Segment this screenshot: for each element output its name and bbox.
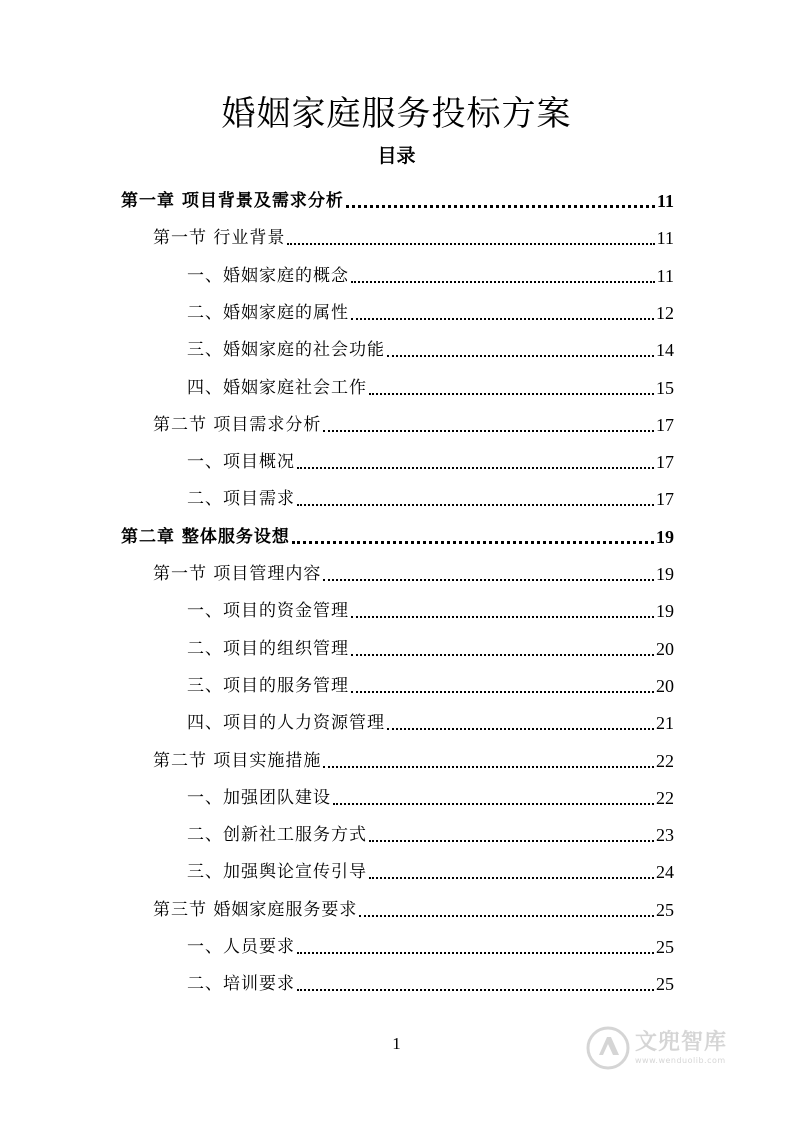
toc-entry[interactable] [187, 706, 674, 734]
toc-leader-dots [287, 243, 654, 245]
toc-entry-label: 二、创新社工服务方式 [187, 825, 367, 845]
toc-entry-page: 22 [656, 788, 674, 808]
toc-entry-page: 21 [656, 713, 674, 733]
toc-entry-label: 二、项目的组织管理 [187, 639, 349, 659]
toc-entry[interactable] [121, 184, 674, 212]
toc-entry-label: 一、加强团队建设 [187, 788, 331, 808]
toc-entry-page: 11 [656, 191, 674, 211]
toc-entry-label: 三、项目的服务管理 [187, 676, 349, 696]
toc-entry[interactable] [153, 893, 674, 921]
toc-entry-label: 一、项目概况 [187, 452, 295, 472]
toc-entry-label: 一、人员要求 [187, 937, 295, 957]
document-title: 婚姻家庭服务投标方案 [221, 94, 572, 134]
toc-entry[interactable] [153, 408, 674, 436]
toc-entry[interactable] [153, 221, 674, 249]
toc-entry[interactable] [187, 371, 674, 399]
toc-leader-dots [333, 803, 654, 805]
toc-leader-dots [297, 504, 654, 506]
toc-leader-dots [297, 952, 654, 954]
toc-leader-dots [369, 840, 654, 842]
toc-entry-page: 19 [656, 564, 674, 584]
toc-entry[interactable] [187, 333, 674, 361]
toc-entry[interactable] [187, 259, 674, 287]
toc-entry[interactable] [187, 781, 674, 809]
toc-leader-dots [292, 541, 654, 544]
toc-entry-label: 第一章 项目背景及需求分析 [121, 191, 344, 211]
toc-entry-page: 22 [656, 751, 674, 771]
toc-entry[interactable] [187, 445, 674, 473]
toc-leader-dots [297, 467, 654, 469]
toc-leader-dots [369, 393, 654, 395]
toc-entry-label: 二、项目需求 [187, 489, 295, 509]
toc-entry-page: 17 [656, 489, 674, 509]
toc-entry-label: 二、婚姻家庭的属性 [187, 303, 349, 323]
toc-leader-dots [351, 616, 654, 618]
toc-entry-label: 第一节 项目管理内容 [153, 564, 322, 584]
toc-entry-label: 第二章 整体服务设想 [121, 527, 290, 547]
toc-entry-label: 第三节 婚姻家庭服务要求 [153, 900, 358, 920]
toc-leader-dots [351, 281, 655, 283]
toc-leader-dots [351, 691, 654, 693]
toc-leader-dots [346, 205, 655, 208]
toc-leader-dots [351, 318, 654, 320]
toc-entry[interactable] [187, 594, 674, 622]
toc-entry[interactable] [187, 482, 674, 510]
toc-entry[interactable] [121, 520, 674, 548]
toc-entry-label: 一、项目的资金管理 [187, 601, 349, 621]
toc-entry-page: 25 [656, 900, 674, 920]
toc-entry-page: 20 [656, 639, 674, 659]
toc-leader-dots [323, 579, 654, 581]
toc-leader-dots [323, 766, 654, 768]
toc-entry-page: 15 [656, 378, 674, 398]
watermark-brand: 文兜智库 [635, 1030, 728, 1055]
toc-entry-label: 第二节 项目需求分析 [153, 415, 322, 435]
toc-leader-dots [359, 915, 654, 917]
toc-heading: 目录 [377, 145, 416, 167]
watermark [585, 1020, 755, 1076]
toc-leader-dots [369, 877, 654, 879]
toc-entry-label: 第一节 行业背景 [153, 228, 286, 248]
toc-entry-page: 19 [656, 527, 674, 547]
toc-leader-dots [351, 654, 654, 656]
toc-entry[interactable] [187, 967, 674, 995]
toc-entry-page: 17 [656, 452, 674, 472]
toc-entry-label: 四、婚姻家庭社会工作 [187, 378, 367, 398]
toc-entry[interactable] [187, 930, 674, 958]
toc-entry[interactable] [187, 855, 674, 883]
wenduo-logo-icon [585, 1025, 631, 1071]
toc-leader-dots [323, 430, 654, 432]
toc-entry-label: 一、婚姻家庭的概念 [187, 266, 349, 286]
toc-entry-page: 24 [656, 862, 674, 882]
toc-entry-label: 三、加强舆论宣传引导 [187, 862, 367, 882]
toc-entry-label: 三、婚姻家庭的社会功能 [187, 340, 385, 360]
toc-entry[interactable] [153, 744, 674, 772]
toc-leader-dots [387, 728, 654, 730]
toc-entry-page: 20 [656, 676, 674, 696]
toc-entry-page: 23 [656, 825, 674, 845]
toc-leader-dots [297, 989, 654, 991]
toc-entry[interactable] [153, 557, 674, 585]
toc-leader-dots [387, 355, 654, 357]
toc-entry-page: 12 [656, 303, 674, 323]
toc-entry-page: 19 [656, 601, 674, 621]
toc-entry-page: 14 [656, 340, 674, 360]
toc-entry-page: 11 [656, 228, 674, 248]
toc-entry[interactable] [187, 296, 674, 324]
toc-entry[interactable] [187, 632, 674, 660]
toc-entry-label: 四、项目的人力资源管理 [187, 713, 385, 733]
toc-entry-label: 第二节 项目实施措施 [153, 751, 322, 771]
toc-entry-page: 25 [656, 974, 674, 994]
toc-entry-page: 17 [656, 415, 674, 435]
toc-entry-page: 11 [656, 266, 674, 286]
toc-entry-label: 二、培训要求 [187, 974, 295, 994]
toc-entry-page: 25 [656, 937, 674, 957]
watermark-url: www.wenduolib.com [635, 1056, 726, 1065]
toc-entry[interactable] [187, 669, 674, 697]
page-number: 1 [392, 1034, 401, 1053]
toc-entry[interactable] [187, 818, 674, 846]
